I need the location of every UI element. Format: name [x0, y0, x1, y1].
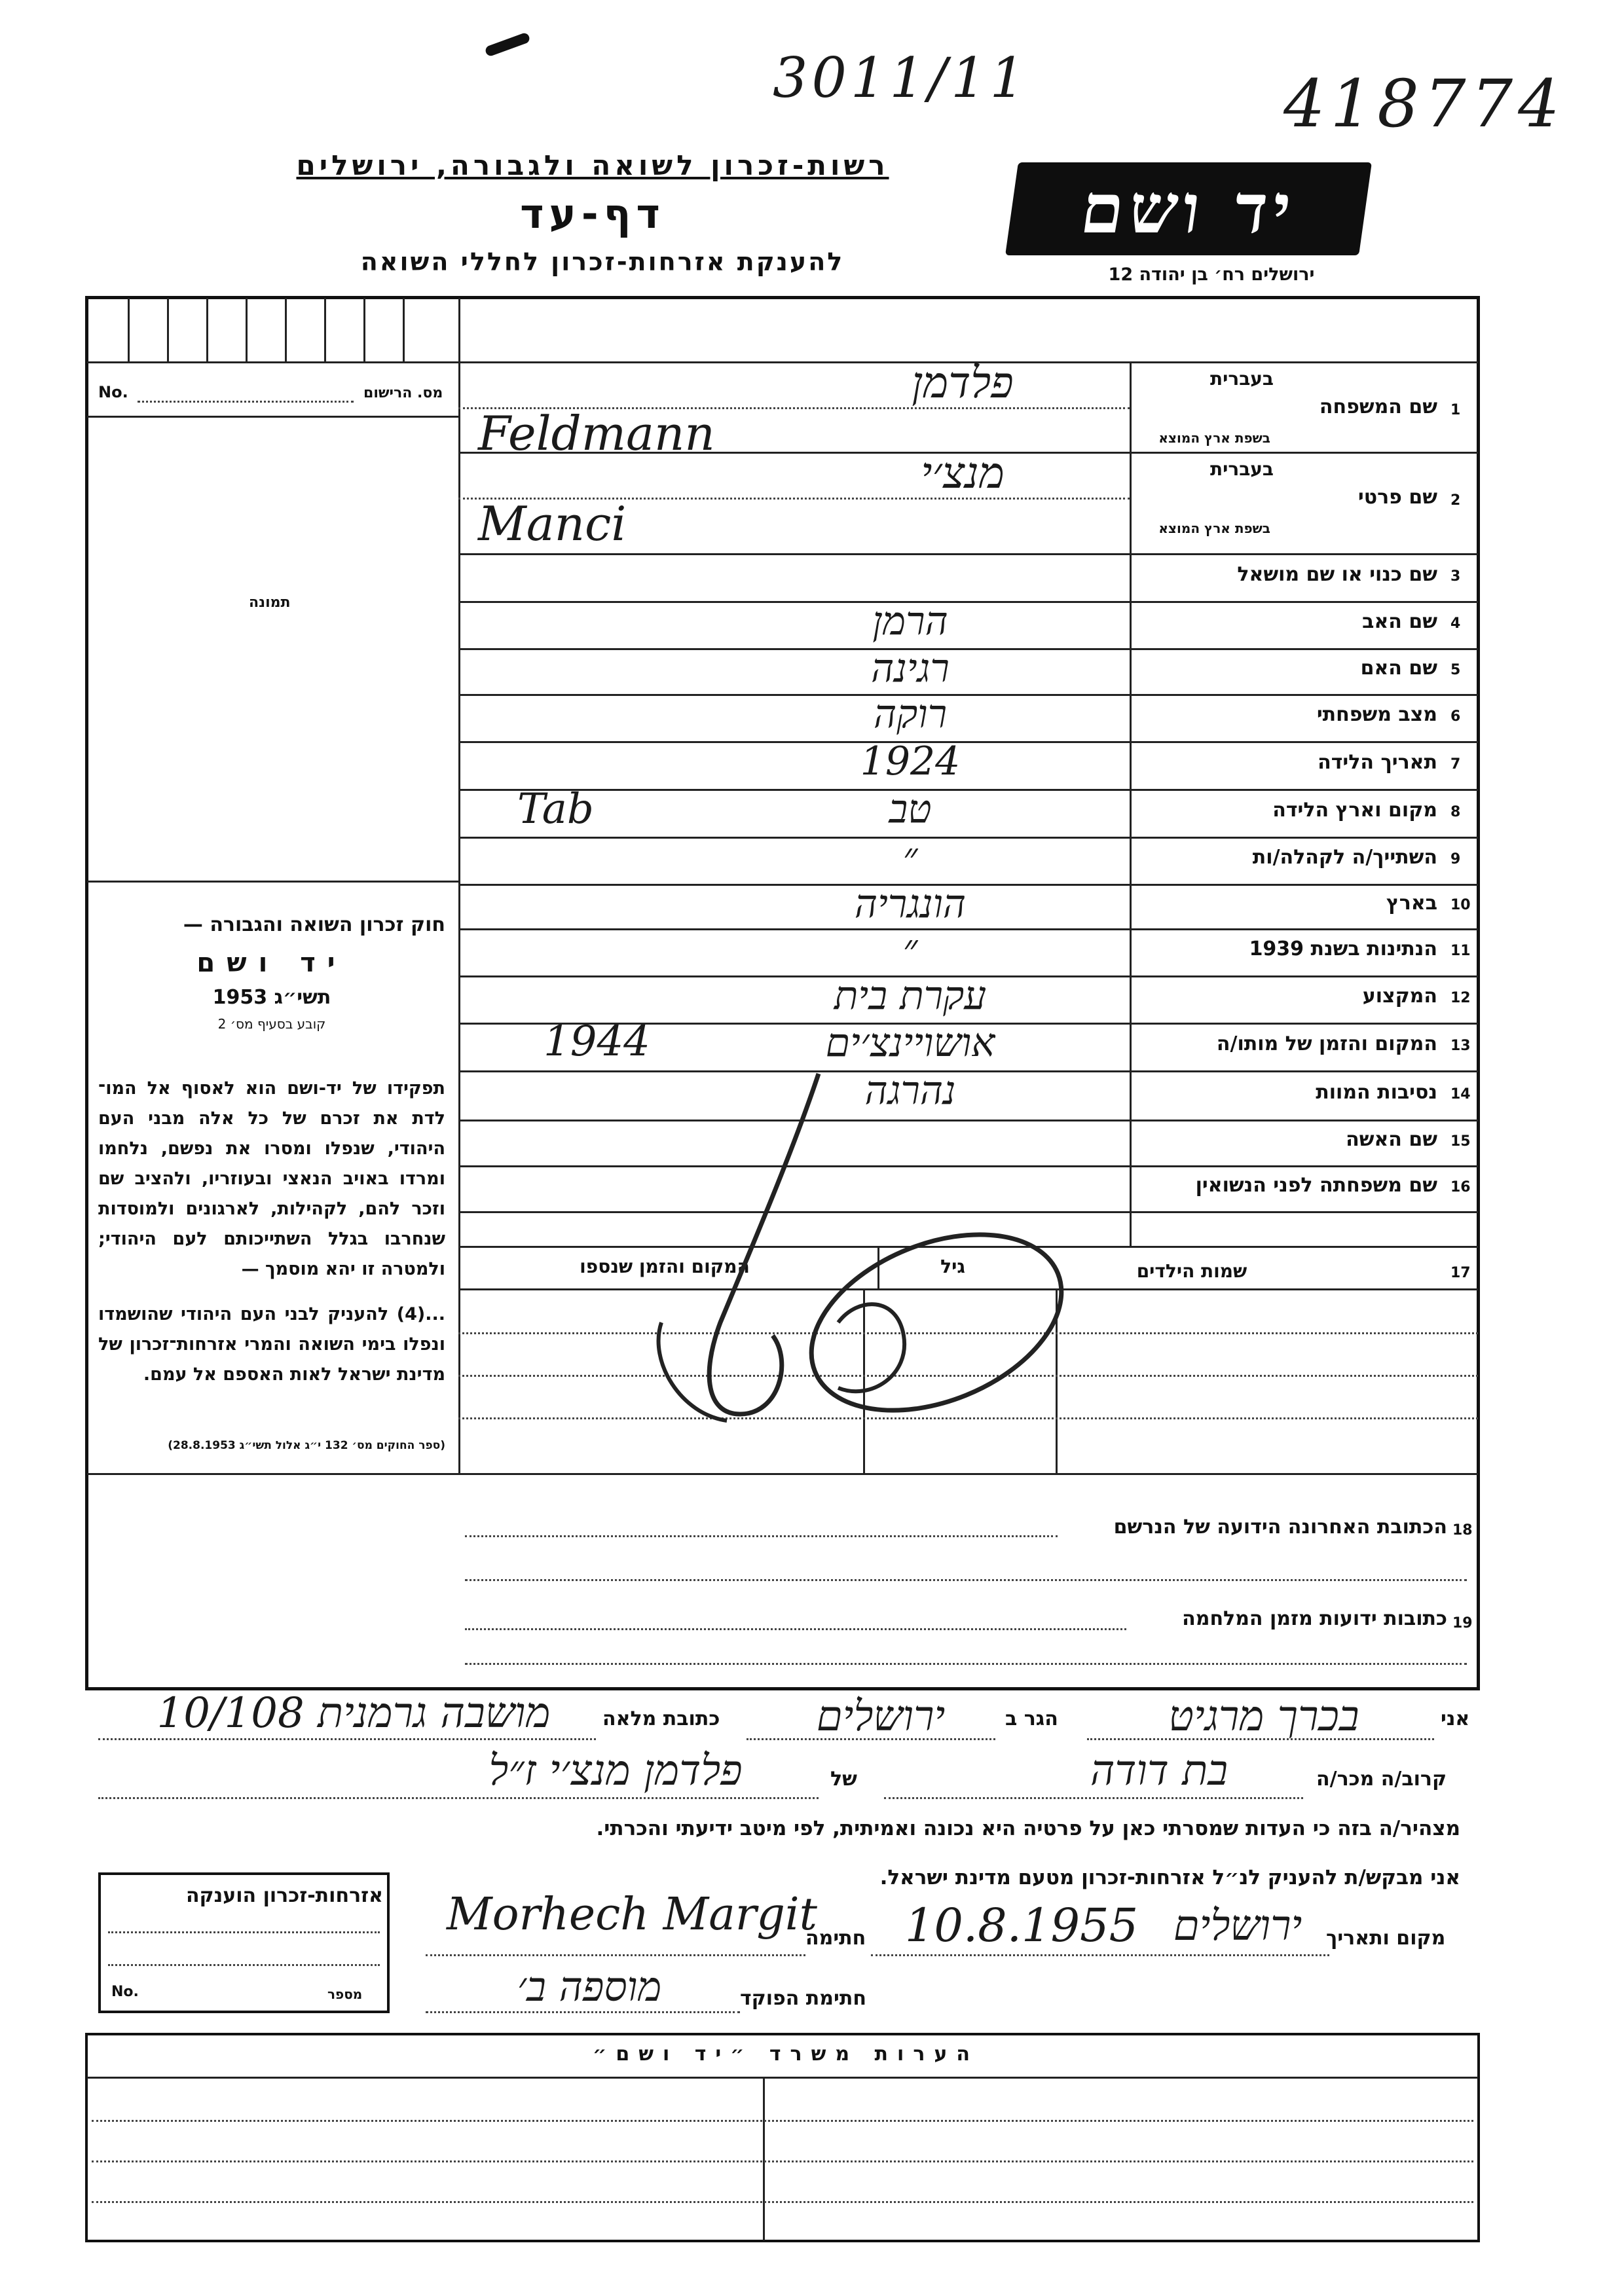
law-text-2: ...(4) להעניק לבני העם היהודי שהושמדו ונפלו בימי השואה והמרי אזרחות־זכרון של מדינת ישראל לאות האספם אל עמם.	[98, 1304, 445, 1385]
declarant-name: בכרך מרגיט	[1168, 1692, 1359, 1741]
full-address-line	[98, 1738, 596, 1740]
form-subtitle: להענקת אזרחות-זכרון לחללי השואה	[360, 247, 845, 276]
col-place-time: המקום והזמן שנספו	[580, 1256, 750, 1277]
place-value: ירושלים	[1173, 1902, 1302, 1950]
full-address-label: כתובת מלאה	[602, 1707, 720, 1730]
law-name: יד ושם	[196, 948, 347, 978]
row19-line-2	[465, 1663, 1467, 1665]
field-label-15: שם האשה	[1346, 1128, 1437, 1151]
row-number-10: 10	[1450, 897, 1471, 913]
office-notes-header-line	[87, 2077, 1478, 2079]
field-value-hebrew-1: פלדמן	[912, 357, 1014, 408]
field-value-14: נהרגה	[864, 1068, 956, 1114]
field-row-line	[458, 553, 1478, 555]
field-label-3: שם כנוי או שם מושאל	[1237, 562, 1437, 586]
row-number-3: 3	[1450, 568, 1461, 585]
form-title: דף-עד	[520, 190, 665, 238]
office-notes-title: הערות משרד ״יד ושם״	[593, 2043, 979, 2066]
field-value-origin-8: Tab	[517, 785, 594, 833]
record-number: 418774	[1283, 65, 1565, 142]
field-sub-origin-2: בשפת ארץ המוצא	[1158, 520, 1270, 536]
photo-top-line	[87, 416, 458, 418]
reg-label: מס. הרישום	[363, 385, 443, 401]
signature-line	[426, 1954, 805, 1956]
office-notes-line-2	[92, 2160, 1473, 2162]
field-value-7: 1924	[860, 738, 961, 784]
field-value-origin-2: Manci	[478, 496, 627, 551]
field-value-4: הרמן	[872, 598, 948, 644]
citizenship-line-2	[108, 1964, 380, 1966]
field-label-2: שם פרטי	[1357, 486, 1437, 509]
relation-line	[884, 1797, 1303, 1799]
row18-label: הכתובת האחרונה הידועה של הנרשם	[1113, 1516, 1447, 1539]
reg-no-dots	[138, 401, 354, 403]
file-number: 3011/11	[773, 46, 1029, 110]
row-number-9: 9	[1450, 851, 1461, 867]
children-bottom-line	[87, 1473, 1478, 1475]
label-col-divider	[1130, 361, 1132, 1247]
field-sub-hebrew-2: בעברית	[1209, 458, 1274, 480]
law-title: חוק זכרון השואה והגבורה —	[183, 913, 445, 936]
field-label-9: השתייך/ה לקהלה/ות	[1252, 846, 1437, 869]
row-number-5: 5	[1450, 662, 1461, 678]
authority-line: רשות-זכרון לשואה ולגבורה, ירושלים	[296, 149, 889, 181]
officer-value: מוספה ב׳	[517, 1963, 662, 2011]
field-label-5: שם האם	[1360, 657, 1437, 680]
field-label-8: מקום וארץ הלידה	[1272, 798, 1437, 822]
field-label-11: הנתינות בשנת 1939	[1249, 938, 1437, 960]
field-value-13: אושויינצ׳ים	[825, 1020, 995, 1066]
field-sub-origin-1: בשפת ארץ המוצא	[1158, 430, 1270, 446]
row-number-18: 18	[1452, 1522, 1473, 1539]
col-children-names: שמות הילדים	[1136, 1260, 1247, 1282]
field-value-year-13: 1944	[544, 1017, 650, 1066]
field-label-1: שם המשפחה	[1319, 395, 1437, 418]
row-number-7: 7	[1450, 756, 1461, 773]
row-number-15: 15	[1450, 1133, 1471, 1150]
field-value-hebrew-2: מנצ׳י	[921, 448, 1005, 498]
row19-label: כתובות ידועות מזמן המלחמה	[1182, 1607, 1447, 1630]
signature-value: Morhech Margit	[447, 1889, 817, 1941]
relation-label: קרוב/ה מכר/ה	[1316, 1768, 1447, 1791]
row-number-1: 1	[1450, 402, 1461, 418]
law-ref: קובע בסעיף מס׳ 2	[217, 1016, 326, 1032]
top-strip-line	[87, 361, 1478, 363]
field-label-16: שם משפחתה לפני הנשואין	[1195, 1174, 1437, 1197]
place-date-line	[871, 1954, 1329, 1956]
field-value-origin-1: Feldmann	[478, 406, 715, 461]
row-number-4: 4	[1450, 615, 1461, 632]
row-number-13: 13	[1450, 1037, 1471, 1054]
field-label-4: שם האב	[1362, 610, 1437, 633]
field-value-9: ״	[902, 834, 918, 880]
row-number-17: 17	[1450, 1265, 1471, 1281]
row-number-19: 19	[1452, 1615, 1473, 1631]
photo-bottom-line	[87, 881, 458, 883]
of-label: של	[830, 1768, 857, 1791]
full-address: מושבה גרמנית 10/108	[157, 1689, 551, 1738]
resides-city-line	[747, 1738, 995, 1740]
col-age: גיל	[940, 1256, 965, 1277]
field-label-13: המקום והזמן של מותו/ה	[1216, 1032, 1437, 1055]
row-number-16: 16	[1450, 1179, 1471, 1195]
law-text-1: תפקידו של יד-ושם הוא לאסוף אל המו־ לדת את זכרם של כל אלה מבני העם היהודי, שנפלו ומסרו את נפשם, נלחמו ומרדו באויב הנאצי ובעוזריו, ולהציב שם וזכר להם, לקהילות, לארגונים ולמוסדות שנחרבו בגלל השתייכותם לעם היהודי; ולמטרה זו יהא מוסמך —	[98, 1078, 445, 1279]
yad-vashem-logo	[1005, 162, 1372, 255]
of-value: פלדמן מנצ׳י ז״ל	[489, 1747, 743, 1795]
of-line	[98, 1797, 819, 1799]
office-notes-line-3	[92, 2201, 1473, 2203]
row18-line-1	[465, 1535, 1058, 1537]
row19-line-1	[465, 1628, 1126, 1630]
scribble-mark	[622, 1048, 1080, 1453]
declarant-name-line	[1087, 1738, 1434, 1740]
address: ירושלים רח׳ בן יהודה 12	[1108, 264, 1315, 285]
field-value-6: רוקה	[873, 691, 948, 737]
office-notes-divider	[763, 2077, 765, 2240]
field-sub-hebrew-1: בעברית	[1209, 368, 1274, 390]
reg-no: No.	[98, 383, 128, 401]
signature-label: חתימה	[805, 1927, 866, 1950]
reg-boxes	[88, 298, 458, 361]
field-label-6: מצב משפחתי	[1316, 703, 1437, 726]
citizenship-number-label: מספר	[327, 1986, 363, 2002]
field-value-12: עקרת בית	[834, 973, 987, 1019]
officer-label: חתימת הפוקד	[740, 1987, 866, 2010]
office-notes-line-1	[92, 2120, 1473, 2122]
place-date-label: מקום ותאריך	[1326, 1927, 1446, 1950]
citizenship-no: No.	[111, 1984, 139, 2000]
logo-text: יד ושם	[1076, 168, 1302, 249]
line-certify: מצהיר/ה בזה כי העדות שמסרתי כאן על פרטיה היא נכונה ואמיתית, לפי מיטב ידיעתי והכרתי.	[596, 1817, 1460, 1840]
citizenship-title: אזרחות-זכרון הוענקה	[185, 1884, 383, 1907]
decl-ani: אני	[1441, 1707, 1470, 1730]
field-value-11: ״	[902, 926, 918, 972]
row-number-14: 14	[1450, 1085, 1471, 1102]
row18-line-2	[465, 1579, 1467, 1581]
citizenship-line-1	[108, 1931, 380, 1933]
resides-city: ירושלים	[816, 1692, 946, 1741]
field-label-12: המקצוע	[1362, 985, 1437, 1008]
field-label-14: נסיבות המוות	[1316, 1080, 1437, 1104]
photo-label: תמונה	[249, 594, 291, 611]
decl-resides: הגר ב	[1005, 1707, 1058, 1730]
row-number-8: 8	[1450, 803, 1461, 820]
row-number-6: 6	[1450, 708, 1461, 725]
law-year: תשי״ג 1953	[212, 986, 331, 1009]
field-value-8: טב	[889, 786, 932, 832]
line-request: אני מבקש/ת להעניק לנ״ל אזרחות-זכרון מטעם מדינת ישראל.	[879, 1866, 1460, 1889]
field-label-10: בארץ	[1386, 892, 1437, 915]
field-label-7: תאריך הלידה	[1318, 750, 1437, 774]
date-value: 10.8.1955	[904, 1899, 1139, 1952]
field-value-5: רגינה	[871, 646, 950, 691]
row-number-2: 2	[1450, 492, 1461, 509]
pen-mark	[484, 32, 530, 58]
law-footnote: (ספר החוקים מס׳ 132 י״ג אלול תשי״ג 28.8.1953)	[168, 1439, 445, 1452]
field-value-10: הונגריה	[854, 881, 967, 927]
row-number-12: 12	[1450, 990, 1471, 1006]
row-number-11: 11	[1450, 943, 1471, 959]
relation-value: בת דודה	[1090, 1747, 1228, 1795]
officer-line	[426, 2011, 740, 2013]
